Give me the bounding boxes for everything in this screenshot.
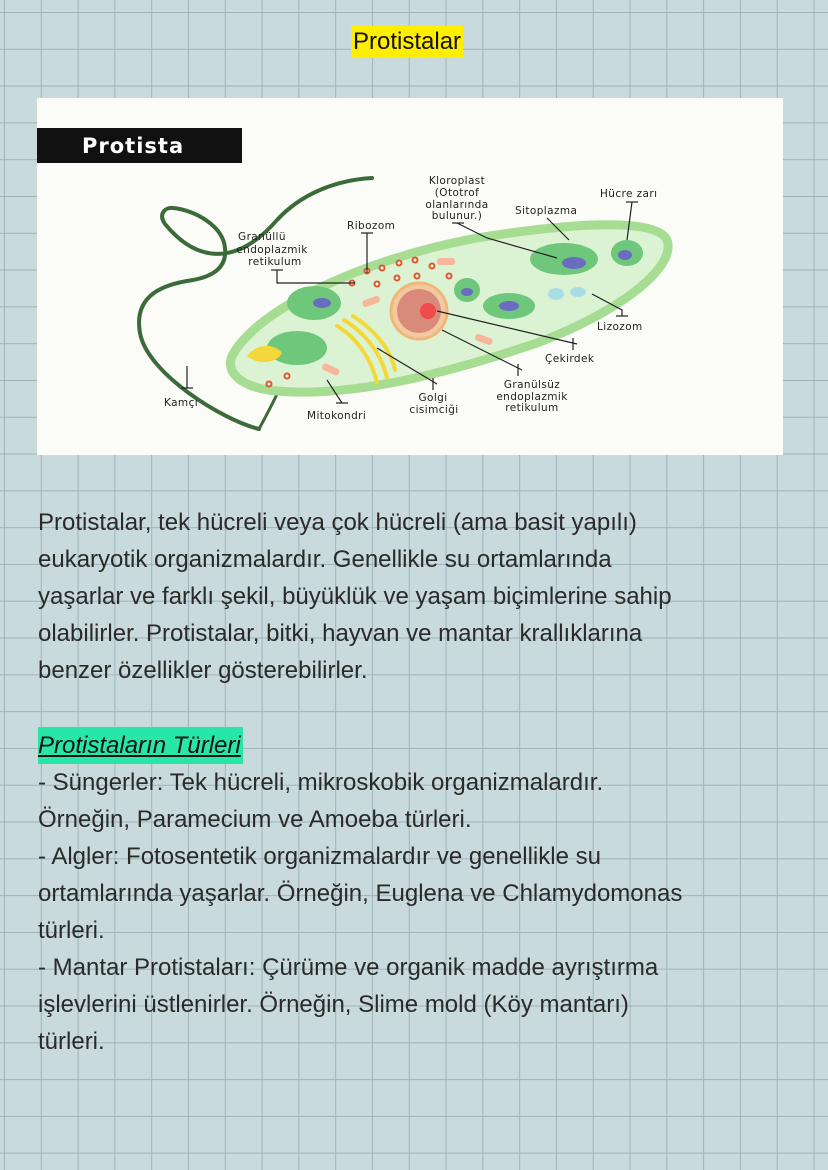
intro-line: Protistalar, tek hücreli veya çok hücreli (ama basit yapılı) (38, 509, 637, 536)
chloroplast-pyrenoid (562, 257, 586, 269)
label-sitoplazma: Sitoplazma (515, 205, 578, 217)
label-golgi-1: Golgi (418, 392, 448, 404)
chloroplast-pyrenoid (618, 250, 632, 260)
label-granullu-er-1: Granüllü (238, 231, 286, 243)
intro-line: yaşarlar ve farklı şekil, büyüklük ve yaşam biçimlerine sahip (38, 583, 672, 610)
nucleolus (420, 303, 436, 319)
types-line: türleri. (38, 1028, 105, 1055)
label-kloroplast-1: Kloroplast (428, 175, 486, 187)
label-granullu-er-3: retikulum (248, 256, 302, 268)
lysosome (570, 287, 586, 297)
label-kloroplast-4: bulunur.) (431, 210, 483, 222)
label-mitokondri: Mitokondri (307, 410, 367, 422)
intro-paragraph (38, 504, 798, 689)
types-line: işlevlerini üstlenirler. Örneğin, Slime mold (Köy mantarı) (38, 991, 629, 1018)
protista-cell-diagram (37, 98, 783, 455)
cell-diagram-svg (37, 98, 783, 455)
label-kloroplast-2: (Ototrof (434, 187, 480, 199)
types-line: - Mantar Protistaları: Çürüme ve organik madde ayrıştırma (38, 954, 659, 981)
label-granulsuz-er-2: endoplazmik (496, 391, 568, 403)
types-line: - Süngerler: Tek hücreli, mikroskobik organizmalardır. (38, 769, 604, 796)
types-line: - Algler: Fotosentetik organizmalardır ve genellikle su (38, 843, 601, 870)
types-line: türleri. (38, 917, 105, 944)
intro-line: eukaryotik organizmalardır. Genellikle su ortamlarında (38, 546, 612, 573)
label-golgi-2: cisimciği (409, 404, 459, 416)
label-cekirdek: Çekirdek (545, 353, 595, 365)
label-kloroplast-3: olanlarında (425, 199, 489, 211)
types-heading: Protistaların Türleri (38, 727, 243, 764)
mitochondrion (437, 258, 455, 265)
types-line: Örneğin, Paramecium ve Amoeba türleri. (38, 806, 472, 833)
chloroplast (530, 243, 598, 275)
types-line: ortamlarında yaşarlar. Örneğin, Euglena ve Chlamydomonas (38, 880, 683, 907)
diagram-badge: Protista (82, 134, 185, 158)
lysosome (548, 288, 564, 300)
label-granulsuz-er-1: Granülsüz (503, 379, 561, 391)
label-granulsuz-er-3: retikulum (505, 402, 559, 414)
page-title: Protistalar (351, 26, 463, 58)
label-hucre-zari: Hücre zarı (600, 188, 658, 200)
label-granullu-er-2: endoplazmik (236, 244, 308, 256)
chloroplast-pyrenoid (313, 298, 331, 308)
label-ribozom: Ribozom (347, 220, 396, 232)
types-section (38, 727, 798, 1060)
chloroplast-pyrenoid (499, 301, 519, 311)
label-kamci: Kamçı (164, 397, 199, 409)
chloroplast-pyrenoid (461, 288, 473, 296)
intro-line: benzer özellikler gösterebilirler. (38, 657, 368, 684)
intro-line: olabilirler. Protistalar, bitki, hayvan ve mantar krallıklarına (38, 620, 643, 647)
label-lizozom: Lizozom (597, 321, 643, 333)
